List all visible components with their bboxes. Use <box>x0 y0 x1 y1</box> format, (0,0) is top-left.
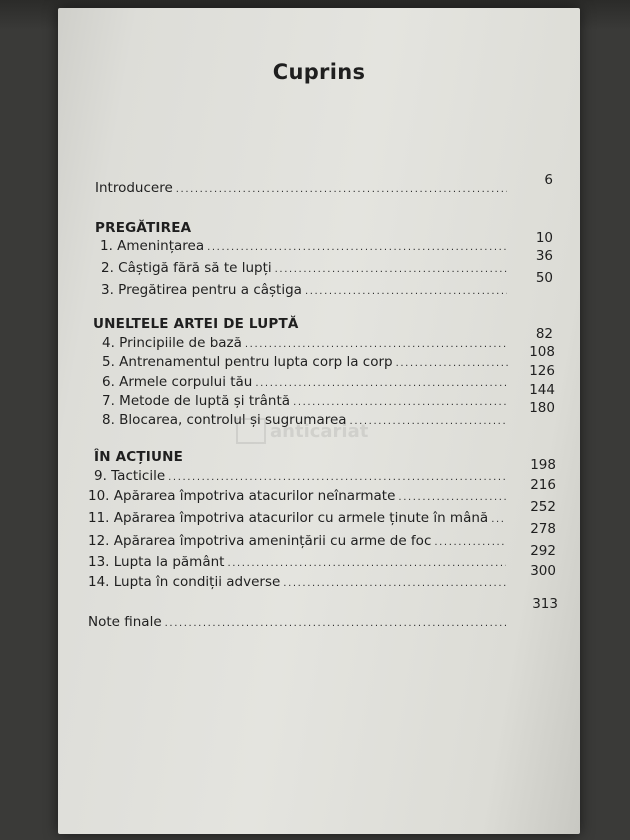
page-number: 180 <box>529 400 555 416</box>
toc-label: 4. Principiile de bază <box>102 335 242 351</box>
dot-leader <box>293 397 508 408</box>
toc-label: Note finale <box>88 614 162 630</box>
page-number: 313 <box>532 596 558 612</box>
page-number: 36 <box>535 248 553 264</box>
toc-label: Introducere <box>95 180 173 196</box>
toc-row-introducere <box>95 180 507 196</box>
toc-label: 12. Apărarea împotriva amenințării cu arme de foc <box>88 533 432 549</box>
page-number: 82 <box>535 326 553 342</box>
dot-leader <box>168 472 506 483</box>
toc-label: 8. Blocarea, controlul și sugrumarea <box>102 412 347 428</box>
page-number: 216 <box>530 477 556 493</box>
book-page <box>58 8 580 834</box>
toc-label: 10. Apărarea împotriva atacurilor neînarmate <box>88 488 396 504</box>
toc-label: 6. Armele corpului tău <box>102 374 253 390</box>
toc-row <box>88 510 506 526</box>
toc-label: 5. Antrenamentul pentru lupta corp la corp <box>102 354 393 370</box>
section-heading-pregatirea: PREGĂTIREA <box>95 220 192 236</box>
dot-leader <box>165 618 508 629</box>
toc-row <box>102 354 508 370</box>
toc-label: 7. Metode de luptă și trântă <box>102 393 291 409</box>
dot-leader <box>207 242 506 253</box>
page-number: 252 <box>530 499 556 515</box>
dot-leader <box>176 184 507 195</box>
dot-leader <box>491 514 506 525</box>
toc-row <box>88 488 506 504</box>
dot-leader <box>275 264 507 275</box>
toc-row <box>88 574 506 590</box>
page-title: Cuprins <box>272 60 366 84</box>
toc-row <box>100 238 506 254</box>
toc-label: 2. Câștigă fără să te lupți <box>101 260 272 276</box>
page-number: 300 <box>530 563 556 579</box>
toc-label: 14. Lupta în condiții adverse <box>88 574 281 590</box>
watermark: anticariat <box>236 418 368 444</box>
dot-leader <box>255 378 508 389</box>
section-heading-in-actiune: ÎN ACȚIUNE <box>94 449 184 465</box>
dot-leader <box>305 286 507 297</box>
toc-row <box>102 335 508 351</box>
toc-row <box>94 468 506 484</box>
toc-row <box>102 374 508 390</box>
toc-row <box>101 260 507 276</box>
page-number: 10 <box>535 230 553 246</box>
dot-leader <box>283 578 506 589</box>
dot-leader <box>398 492 506 503</box>
page-number: 108 <box>529 344 555 360</box>
dot-leader <box>350 416 508 427</box>
page-number: 198 <box>530 457 556 473</box>
page-number: 292 <box>530 543 556 559</box>
toc-label: 13. Lupta la pământ <box>88 554 225 570</box>
page-number: 126 <box>529 363 555 379</box>
dot-leader <box>245 339 508 350</box>
toc-row <box>101 282 507 298</box>
toc-row <box>102 393 508 409</box>
toc-label: 9. Tacticile <box>94 468 166 484</box>
page-number: 144 <box>529 382 555 398</box>
toc-label: 11. Apărarea împotriva atacurilor cu armele ținute în mână <box>88 510 489 526</box>
dot-leader <box>396 358 508 369</box>
page-number: 6 <box>544 172 553 188</box>
toc-row <box>88 554 506 570</box>
watermark-logo-icon <box>236 418 266 444</box>
toc-label: 3. Pregătirea pentru a câștiga <box>101 282 302 298</box>
dot-leader <box>227 558 506 569</box>
toc-label: 1. Amenințarea <box>100 238 205 254</box>
toc-row <box>88 533 506 549</box>
page-number: 278 <box>530 521 556 537</box>
section-heading-uneltele: UNELTELE ARTEI DE LUPTĂ <box>93 316 299 332</box>
dot-leader <box>434 537 506 548</box>
toc-row-note-finale <box>88 614 508 630</box>
page-number: 50 <box>535 270 553 286</box>
